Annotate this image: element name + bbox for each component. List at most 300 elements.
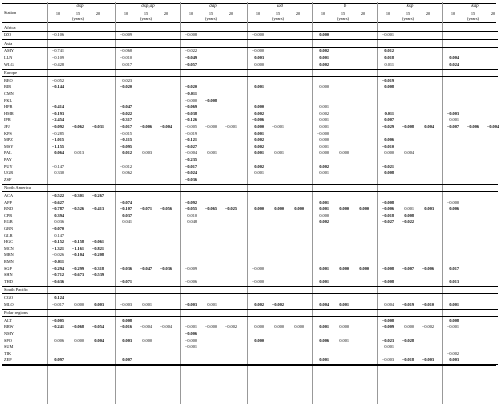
station-name: MPZ bbox=[4, 137, 13, 143]
value-cell: 0.394 bbox=[54, 212, 64, 218]
value-cell: 0.001 bbox=[274, 150, 284, 156]
station-name: MLO bbox=[4, 301, 14, 307]
station-name: BND bbox=[4, 206, 14, 212]
value-cell: −0.006 bbox=[421, 265, 434, 271]
years-label: (years) bbox=[467, 16, 479, 21]
value-cell: −0.428 bbox=[51, 61, 64, 67]
value-cell: −0.006 bbox=[184, 330, 197, 336]
value-cell: 0.036 bbox=[54, 219, 64, 225]
section-label: Polar regions bbox=[4, 310, 28, 316]
value-cell: −0.010 bbox=[421, 301, 434, 307]
value-cell: 0.000 bbox=[74, 337, 84, 343]
value-cell: −0.005 bbox=[51, 317, 64, 323]
station-name: CGO bbox=[4, 294, 14, 300]
value-cell: 0.011 bbox=[384, 110, 394, 116]
value-cell: −0.025 bbox=[224, 206, 237, 212]
value-cell: −0.007 bbox=[446, 123, 459, 129]
value-cell: 0.002 bbox=[254, 137, 264, 143]
station-name: AMY bbox=[4, 48, 15, 54]
value-cell: −0.010 bbox=[119, 54, 132, 60]
value-cell: −0.241 bbox=[51, 324, 64, 330]
value-cell: 0.004 bbox=[94, 337, 104, 343]
value-cell: −0.712 bbox=[51, 272, 64, 278]
value-cell: −0.036 bbox=[159, 265, 172, 271]
value-cell: −0.018 bbox=[381, 212, 394, 218]
subcol-header: 15 bbox=[143, 11, 149, 16]
value-cell: 0.001 bbox=[319, 278, 329, 284]
years-label: (years) bbox=[72, 16, 84, 21]
value-cell: −0.010 bbox=[381, 143, 394, 149]
value-cell: −0.027 bbox=[381, 219, 394, 225]
subcol-header: 20 bbox=[95, 11, 101, 16]
value-cell: −0.002 bbox=[446, 350, 459, 356]
value-cell: −0.007 bbox=[401, 265, 414, 271]
value-cell: 0.000 bbox=[404, 324, 414, 330]
station-name: IZO bbox=[4, 32, 12, 38]
value-cell: −0.000 bbox=[251, 278, 264, 284]
value-cell: 0.064 bbox=[54, 150, 64, 156]
subcol-header: 15 bbox=[208, 11, 214, 16]
value-cell: 0.002 bbox=[254, 301, 264, 307]
value-cell: 0.124 bbox=[54, 294, 64, 300]
station-name: ZSF bbox=[4, 176, 12, 182]
value-cell: −0.071 bbox=[119, 278, 132, 284]
value-cell: −0.144 bbox=[51, 84, 64, 90]
section-end-rule bbox=[2, 69, 498, 70]
station-name: BRW bbox=[4, 324, 14, 330]
value-cell: −0.016 bbox=[119, 324, 132, 330]
value-cell: −1.321 bbox=[51, 245, 64, 251]
subcol-header: 20 bbox=[425, 11, 431, 16]
value-cell: −0.522 bbox=[51, 192, 64, 198]
station-name: GBN bbox=[4, 225, 14, 231]
value-cell: 0.062 bbox=[122, 170, 132, 176]
value-cell: −0.627 bbox=[51, 199, 64, 205]
value-cell: 0.041 bbox=[122, 219, 132, 225]
value-cell: −0.019 bbox=[401, 301, 414, 307]
station-name: PUY bbox=[4, 163, 13, 169]
value-cell: −0.019 bbox=[381, 77, 394, 83]
value-cell: −0.008 bbox=[184, 32, 197, 38]
subcol-header: 10 bbox=[55, 11, 61, 16]
value-cell: −0.017 bbox=[119, 123, 132, 129]
value-cell: −0.001 bbox=[224, 123, 237, 129]
value-cell: −0.000 bbox=[316, 130, 329, 136]
station-name: WLG bbox=[4, 61, 14, 67]
group-header: ksp bbox=[406, 4, 414, 9]
value-cell: 0.001 bbox=[384, 344, 394, 350]
value-cell: −0.009 bbox=[119, 32, 132, 38]
value-cell: 0.003 bbox=[142, 150, 152, 156]
value-cell: 0.000 bbox=[339, 206, 349, 212]
value-cell: −0.022 bbox=[184, 48, 197, 54]
value-cell: 0.008 bbox=[384, 170, 394, 176]
group-header: ω0 bbox=[276, 4, 284, 9]
value-cell: −0.107 bbox=[119, 206, 132, 212]
value-cell: −1.161 bbox=[71, 245, 84, 251]
value-cell: −0.028 bbox=[401, 337, 414, 343]
section-label: Africa bbox=[4, 24, 16, 30]
value-cell: −0.208 bbox=[91, 252, 104, 258]
value-cell: 0.001 bbox=[319, 357, 329, 363]
subcol-header: 10 bbox=[188, 11, 194, 16]
value-cell: 0.000 bbox=[254, 324, 264, 330]
value-cell: −0.019 bbox=[184, 130, 197, 136]
value-cell: 0.000 bbox=[319, 137, 329, 143]
value-cell: −0.109 bbox=[51, 54, 64, 60]
section-rule bbox=[2, 76, 498, 77]
value-cell: 0.000 bbox=[319, 84, 329, 90]
value-cell: 0.000 bbox=[319, 32, 329, 38]
value-cell: −0.003 bbox=[184, 301, 197, 307]
value-cell: −0.001 bbox=[184, 324, 197, 330]
value-cell: 0.037 bbox=[122, 212, 132, 218]
value-cell: −0.049 bbox=[184, 54, 197, 60]
section-label: South Pacific bbox=[4, 287, 29, 293]
value-cell: −0.068 bbox=[119, 48, 132, 54]
station-name: CPR bbox=[4, 212, 13, 218]
section-label: North America bbox=[4, 185, 31, 191]
value-cell: −0.001 bbox=[381, 32, 394, 38]
value-cell: −0.031 bbox=[91, 123, 104, 129]
value-cell: −0.011 bbox=[185, 90, 197, 96]
value-cell: −0.104 bbox=[71, 252, 84, 258]
subcol-header: 10 bbox=[123, 11, 129, 16]
value-cell: −0.023 bbox=[381, 337, 394, 343]
value-cell: 0.008 bbox=[384, 84, 394, 90]
value-cell: 0.000 bbox=[274, 324, 284, 330]
station-name: ACA bbox=[4, 192, 14, 198]
value-cell: −0.056 bbox=[159, 206, 172, 212]
value-cell: −0.036 bbox=[119, 265, 132, 271]
station-name: TIK bbox=[4, 350, 12, 356]
value-cell: 0.012 bbox=[384, 48, 394, 54]
value-cell: 0.001 bbox=[319, 54, 329, 60]
value-cell: 0.001 bbox=[319, 324, 329, 330]
value-cell: 0.004 bbox=[404, 150, 414, 156]
value-cell: 0.048 bbox=[187, 219, 197, 225]
value-cell: 0.006 bbox=[54, 337, 64, 343]
value-cell: −0.000 bbox=[184, 337, 197, 343]
value-cell: 0.001 bbox=[254, 130, 264, 136]
value-cell: 0.013 bbox=[74, 150, 84, 156]
value-cell: 0.008 bbox=[122, 317, 132, 323]
value-cell: −0.294 bbox=[51, 265, 64, 271]
value-cell: 0.001 bbox=[207, 150, 217, 156]
value-cell: −0.005 bbox=[184, 123, 197, 129]
value-cell: −0.006 bbox=[184, 278, 197, 284]
section-end-rule bbox=[2, 286, 498, 287]
value-cell: −0.054 bbox=[91, 324, 104, 330]
station-name: MRN bbox=[4, 252, 14, 258]
value-cell: −0.008 bbox=[401, 123, 414, 129]
value-cell: −0.061 bbox=[91, 239, 104, 245]
station-name: JFJ bbox=[4, 123, 10, 129]
value-cell: −0.001 bbox=[446, 324, 459, 330]
value-cell: −0.008 bbox=[381, 317, 394, 323]
value-cell: 0.001 bbox=[339, 337, 349, 343]
value-cell: 0.001 bbox=[207, 301, 217, 307]
value-cell: 0.011 bbox=[384, 61, 394, 67]
subcol-header: 20 bbox=[163, 11, 169, 16]
value-cell: −0.008 bbox=[381, 265, 394, 271]
station-name: IPR bbox=[4, 117, 11, 123]
value-cell: 0.000 bbox=[254, 104, 264, 110]
years-label: (years) bbox=[272, 16, 284, 21]
subcol-header: 15 bbox=[470, 11, 476, 16]
value-cell: 0.017 bbox=[122, 61, 132, 67]
bottom-rule bbox=[2, 365, 496, 366]
value-cell: 0.000 bbox=[339, 324, 349, 330]
value-cell: 0.000 bbox=[339, 265, 349, 271]
value-cell: 0.008 bbox=[449, 317, 459, 323]
value-cell: −0.115 bbox=[120, 137, 132, 143]
value-cell: 0.001 bbox=[142, 301, 152, 307]
value-cell: 0.000 bbox=[254, 123, 264, 129]
value-cell: −0.026 bbox=[51, 252, 64, 258]
value-cell: 0.003 bbox=[122, 337, 132, 343]
value-cell: −0.055 bbox=[184, 206, 197, 212]
value-cell: −0.235 bbox=[184, 156, 197, 162]
value-cell: −0.020 bbox=[119, 84, 132, 90]
station-name: APP bbox=[4, 199, 12, 205]
value-cell: −0.004 bbox=[139, 324, 152, 330]
subcol-header: 20 bbox=[490, 11, 496, 16]
value-cell: 0.002 bbox=[319, 48, 329, 54]
value-cell: −0.285 bbox=[51, 130, 64, 136]
value-cell: −0.027 bbox=[184, 143, 197, 149]
subcol-header: 15 bbox=[75, 11, 81, 16]
station-name: CMN bbox=[4, 90, 14, 96]
value-cell: −0.414 bbox=[51, 104, 64, 110]
value-cell: −0.002 bbox=[224, 324, 237, 330]
group-header: kap bbox=[471, 4, 479, 9]
value-cell: 0.017 bbox=[449, 265, 459, 271]
value-cell: −0.036 bbox=[184, 176, 197, 182]
station-name: HMR bbox=[4, 110, 14, 116]
value-cell: 0.001 bbox=[254, 84, 264, 90]
value-cell: 0.002 bbox=[319, 110, 329, 116]
station-name: LLN bbox=[4, 54, 13, 60]
station-name: MSY bbox=[4, 143, 14, 149]
station-name: MCN bbox=[4, 245, 14, 251]
value-cell: −0.092 bbox=[184, 199, 197, 205]
subcol-header: 15 bbox=[340, 11, 346, 16]
value-cell: −0.009 bbox=[184, 265, 197, 271]
group-header: σap bbox=[209, 4, 217, 9]
station-name: ALT bbox=[4, 317, 12, 323]
value-cell: 0.001 bbox=[319, 170, 329, 176]
station-name: RMN bbox=[4, 258, 14, 264]
value-cell: −0.095 bbox=[119, 143, 132, 149]
years-label: (years) bbox=[205, 16, 217, 21]
value-cell: −0.121 bbox=[184, 137, 197, 143]
value-cell: −0.002 bbox=[421, 324, 434, 330]
value-cell: −0.147 bbox=[51, 163, 64, 169]
value-cell: −0.000 bbox=[251, 265, 264, 271]
years-label: (years) bbox=[140, 16, 152, 21]
station-name: BIR bbox=[4, 84, 12, 90]
value-cell: 0.002 bbox=[254, 163, 264, 169]
value-cell: −0.047 bbox=[139, 265, 152, 271]
value-cell: −0.017 bbox=[184, 163, 197, 169]
value-cell: 0.000 bbox=[74, 301, 84, 307]
subcol-header: 20 bbox=[360, 11, 366, 16]
value-cell: 0.001 bbox=[404, 206, 414, 212]
value-cell: −0.009 bbox=[381, 324, 394, 330]
value-cell: −0.003 bbox=[421, 357, 434, 363]
value-cell: −0.092 bbox=[51, 123, 64, 129]
value-cell: −0.000 bbox=[446, 199, 459, 205]
value-cell: −0.004 bbox=[184, 150, 197, 156]
value-cell: −0.106 bbox=[51, 32, 64, 38]
value-cell: −0.003 bbox=[119, 301, 132, 307]
value-cell: −0.000 bbox=[251, 48, 264, 54]
value-cell: −0.022 bbox=[119, 110, 132, 116]
value-cell: 0.001 bbox=[319, 265, 329, 271]
value-cell: −0.526 bbox=[71, 206, 84, 212]
value-cell: −0.193 bbox=[51, 110, 64, 116]
value-cell: −0.301 bbox=[71, 192, 84, 198]
value-cell: 0.001 bbox=[319, 117, 329, 123]
section-end-rule bbox=[2, 184, 498, 185]
value-cell: −0.821 bbox=[91, 245, 104, 251]
value-cell: 0.000 bbox=[294, 206, 304, 212]
subcol-header: 15 bbox=[405, 11, 411, 16]
value-cell: −0.057 bbox=[184, 61, 197, 67]
value-cell: 0.001 bbox=[319, 199, 329, 205]
station-name: SPO bbox=[4, 337, 12, 343]
value-cell: −0.001 bbox=[271, 123, 284, 129]
subcol-header: 10 bbox=[450, 11, 456, 16]
value-cell: −0.000 bbox=[204, 123, 217, 129]
value-cell: −0.004 bbox=[159, 324, 172, 330]
value-cell: −0.152 bbox=[51, 239, 64, 245]
value-cell: 0.001 bbox=[254, 170, 264, 176]
value-cell: −0.003 bbox=[381, 357, 394, 363]
value-cell: 0.001 bbox=[254, 150, 264, 156]
station-name: GLR bbox=[4, 232, 13, 238]
value-cell: −0.413 bbox=[91, 206, 104, 212]
value-cell: 0.001 bbox=[339, 301, 349, 307]
value-cell: −0.015 bbox=[119, 130, 132, 136]
value-cell: −0.038 bbox=[184, 110, 197, 116]
value-cell: −0.126 bbox=[184, 117, 197, 123]
value-cell: 0.330 bbox=[54, 170, 64, 176]
value-cell: −0.318 bbox=[91, 265, 104, 271]
station-name: UGR bbox=[4, 170, 14, 176]
value-cell: 0.023 bbox=[122, 77, 132, 83]
value-cell: −0.000 bbox=[251, 32, 264, 38]
header-rule bbox=[2, 22, 496, 23]
section-label: Asia bbox=[4, 40, 13, 46]
value-cell: −0.158 bbox=[71, 239, 84, 245]
station-name: SGP bbox=[4, 265, 12, 271]
group-header: σsp bbox=[76, 4, 84, 9]
value-cell: 0.002 bbox=[319, 163, 329, 169]
value-cell: −0.018 bbox=[401, 357, 414, 363]
section-label: Europe bbox=[4, 70, 17, 76]
value-cell: 0.003 bbox=[449, 357, 459, 363]
value-cell: 0.006 bbox=[319, 337, 329, 343]
value-cell: 0.000 bbox=[339, 150, 349, 156]
value-cell: 0.002 bbox=[254, 110, 264, 116]
value-cell: 0.006 bbox=[449, 206, 459, 212]
value-cell: −1.015 bbox=[51, 137, 64, 143]
value-cell: −0.069 bbox=[184, 104, 197, 110]
subcol-header: 10 bbox=[385, 11, 391, 16]
value-cell: 0.000 bbox=[319, 212, 329, 218]
value-cell: −0.029 bbox=[381, 123, 394, 129]
value-cell: −0.068 bbox=[71, 324, 84, 330]
value-cell: 0.000 bbox=[274, 206, 284, 212]
value-cell: −0.539 bbox=[91, 272, 104, 278]
station-name: HGC bbox=[4, 239, 14, 245]
station-name: KPS bbox=[4, 130, 12, 136]
value-cell: 0.001 bbox=[449, 301, 459, 307]
value-cell: 0.000 bbox=[359, 206, 369, 212]
value-cell: −0.006 bbox=[139, 123, 152, 129]
value-cell: 0.000 bbox=[384, 150, 394, 156]
value-cell: 0.013 bbox=[449, 278, 459, 284]
value-cell: 0.008 bbox=[404, 212, 414, 218]
value-cell: 0.000 bbox=[254, 206, 264, 212]
value-cell: −0.000 bbox=[204, 324, 217, 330]
value-cell: −0.006 bbox=[381, 206, 394, 212]
value-cell: −0.673 bbox=[71, 272, 84, 278]
station-name: FKL bbox=[4, 97, 13, 103]
value-cell: −0.006 bbox=[251, 117, 264, 123]
value-cell: −0.065 bbox=[204, 206, 217, 212]
subcol-header: 20 bbox=[228, 11, 234, 16]
subcol-header: 15 bbox=[275, 11, 281, 16]
value-cell: 0.001 bbox=[319, 104, 329, 110]
value-cell: −0.636 bbox=[51, 278, 64, 284]
value-cell: −0.020 bbox=[184, 84, 197, 90]
value-cell: −0.070 bbox=[51, 225, 64, 231]
station-name: THD bbox=[4, 278, 13, 284]
value-cell: 0.007 bbox=[384, 117, 394, 123]
value-cell: −0.047 bbox=[119, 104, 132, 110]
value-cell: 0.001 bbox=[319, 143, 329, 149]
value-cell: 0.000 bbox=[359, 265, 369, 271]
value-cell: −0.011 bbox=[52, 258, 64, 264]
value-cell: 0.000 bbox=[254, 61, 264, 67]
value-cell: −0.071 bbox=[139, 206, 152, 212]
value-cell: −0.002 bbox=[271, 301, 284, 307]
value-cell: 0.024 bbox=[449, 61, 459, 67]
value-cell: 0.003 bbox=[424, 206, 434, 212]
station-name: PAY bbox=[4, 156, 12, 162]
value-cell: −0.008 bbox=[204, 97, 217, 103]
value-cell: 0.004 bbox=[424, 123, 434, 129]
subcol-header: 20 bbox=[295, 11, 301, 16]
value-cell: −0.062 bbox=[71, 123, 84, 129]
value-cell: −0.299 bbox=[71, 265, 84, 271]
value-cell: 0.097 bbox=[54, 357, 64, 363]
value-cell: 0.000 bbox=[294, 324, 304, 330]
value-cell: −0.008 bbox=[381, 278, 394, 284]
value-cell: −0.317 bbox=[119, 117, 132, 123]
station-name: EGB bbox=[4, 219, 13, 225]
station-name: ZEP bbox=[4, 357, 12, 363]
value-cell: −1.155 bbox=[51, 143, 64, 149]
value-cell: 0.004 bbox=[449, 54, 459, 60]
value-cell: 0.000 bbox=[142, 337, 152, 343]
value-cell: 0.002 bbox=[319, 219, 329, 225]
subcol-header: 10 bbox=[255, 11, 261, 16]
value-cell: −0.267 bbox=[91, 192, 104, 198]
